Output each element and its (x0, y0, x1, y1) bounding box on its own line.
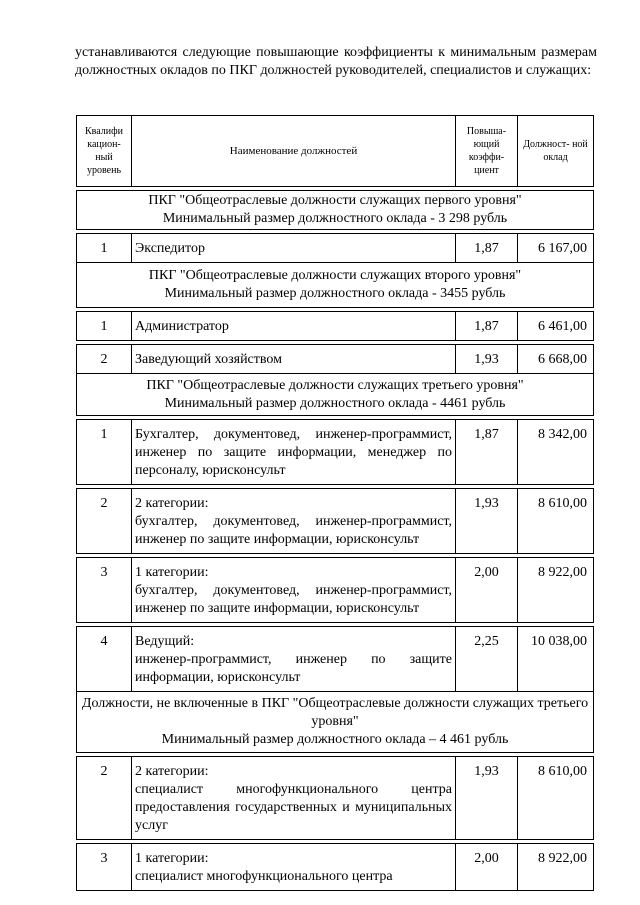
level-cell: 2 (77, 489, 132, 554)
header-coefficient: Повыша- ющий коэффи- циент (456, 116, 518, 187)
header-name: Наименование должностей (132, 116, 456, 187)
group-header (77, 692, 594, 753)
group-header (77, 374, 594, 416)
level-cell: 2 (77, 345, 132, 374)
position-name-cell: Бухгалтер, документовед, инженер-программист, инженер по защите информации, менеджер по персоналу, юрисконсульт (132, 420, 456, 485)
salary-cell: 6 167,00 (518, 234, 594, 263)
group-subtitle: Минимальный размер должностного оклада - 4461 рубль (164, 395, 506, 411)
category-label: Ведущий: (135, 634, 195, 649)
table-row (77, 558, 594, 623)
salary-cell: 6 668,00 (518, 345, 594, 374)
coefficient-cell: 1,87 (456, 420, 518, 485)
level-cell: 2 (77, 757, 132, 840)
category-label: 1 категории: (135, 851, 209, 866)
position-name-cell: Экспедитор (132, 234, 456, 263)
category-label: 2 категории: (135, 764, 209, 779)
table-row (77, 627, 594, 692)
level-cell: 1 (77, 420, 132, 485)
level-cell: 3 (77, 844, 132, 891)
coefficient-cell: 1,93 (456, 345, 518, 374)
salary-cell: 8 610,00 (518, 757, 594, 840)
position-name-cell: Администратор (132, 312, 456, 341)
position-name-cell (132, 558, 456, 623)
level-cell: 4 (77, 627, 132, 692)
coefficient-cell: 1,87 (456, 312, 518, 341)
salary-cell: 6 461,00 (518, 312, 594, 341)
table-row (77, 312, 594, 341)
salary-cell: 8 922,00 (518, 844, 594, 891)
coefficient-cell: 2,25 (456, 627, 518, 692)
coefficient-cell: 2,00 (456, 558, 518, 623)
level-cell: 1 (77, 234, 132, 263)
position-names: специалист многофункционального центра предоставления государственных и муниципальных услуг (135, 782, 452, 833)
table-row (77, 489, 594, 554)
coefficient-cell: 1,87 (456, 234, 518, 263)
position-names: бухгалтер, документовед, инженер-программист, инженер по защите информации, юрисконсульт (135, 514, 452, 547)
table-header (77, 116, 594, 187)
group-subtitle: Минимальный размер должностного оклада – 4 461 рубль (161, 732, 509, 747)
salary-cell: 8 342,00 (518, 420, 594, 485)
salary-cell: 8 922,00 (518, 558, 594, 623)
header-qualification: Квалифи кацион- ный уровень (77, 116, 132, 187)
position-name-cell: Заведующий хозяйством (132, 345, 456, 374)
position-names: бухгалтер, документовед, инженер-программист, инженер по защите информации, юрисконсульт (135, 583, 452, 616)
table-row (77, 420, 594, 485)
group-title: Должности, не включенные в ПКГ "Общеотраслевые должности служащих третьего уровня" (81, 696, 589, 729)
position-name-cell (132, 489, 456, 554)
group-subtitle: Минимальный размер должностного оклада - 3455 рубль (164, 286, 506, 301)
coefficient-cell: 1,93 (456, 757, 518, 840)
level-cell: 1 (77, 312, 132, 341)
group-title: ПКГ "Общеотраслевые должности служащих третьего уровня" (146, 377, 524, 393)
position-name-cell (132, 844, 456, 891)
level-cell: 3 (77, 558, 132, 623)
position-names: инженер-программист, инженер по защите информации, юрисконсульт (135, 652, 452, 685)
table-row (77, 345, 594, 374)
table-row (77, 844, 594, 891)
group-header (77, 263, 594, 308)
intro-paragraph: устанавливаются следующие повышающие коэффициенты к минимальным размерам должностных окладов по ПКГ должностей руководителей, специалистов и служащих: (75, 45, 597, 78)
position-names: специалист многофункционального центра (135, 869, 393, 884)
salary-cell: 8 610,00 (518, 489, 594, 554)
salary-cell: 10 038,00 (518, 627, 594, 692)
position-name-cell (132, 757, 456, 840)
group-header (77, 191, 594, 230)
table-row (77, 234, 594, 263)
group-title: ПКГ "Общеотраслевые должности служащих второго уровня" (148, 268, 522, 283)
group-subtitle: Минимальный размер должностного оклада - 3 298 рубль (162, 211, 508, 226)
group-title: ПКГ "Общеотраслевые должности служащих первого уровня" (148, 193, 522, 208)
coefficient-cell: 1,93 (456, 489, 518, 554)
position-name-cell (132, 627, 456, 692)
category-label: 2 категории: (135, 496, 209, 511)
salary-table (76, 115, 594, 891)
table-row (77, 757, 594, 840)
category-label: 1 категории: (135, 565, 209, 580)
coefficient-cell: 2,00 (456, 844, 518, 891)
header-salary: Должност- ной оклад (518, 116, 594, 187)
